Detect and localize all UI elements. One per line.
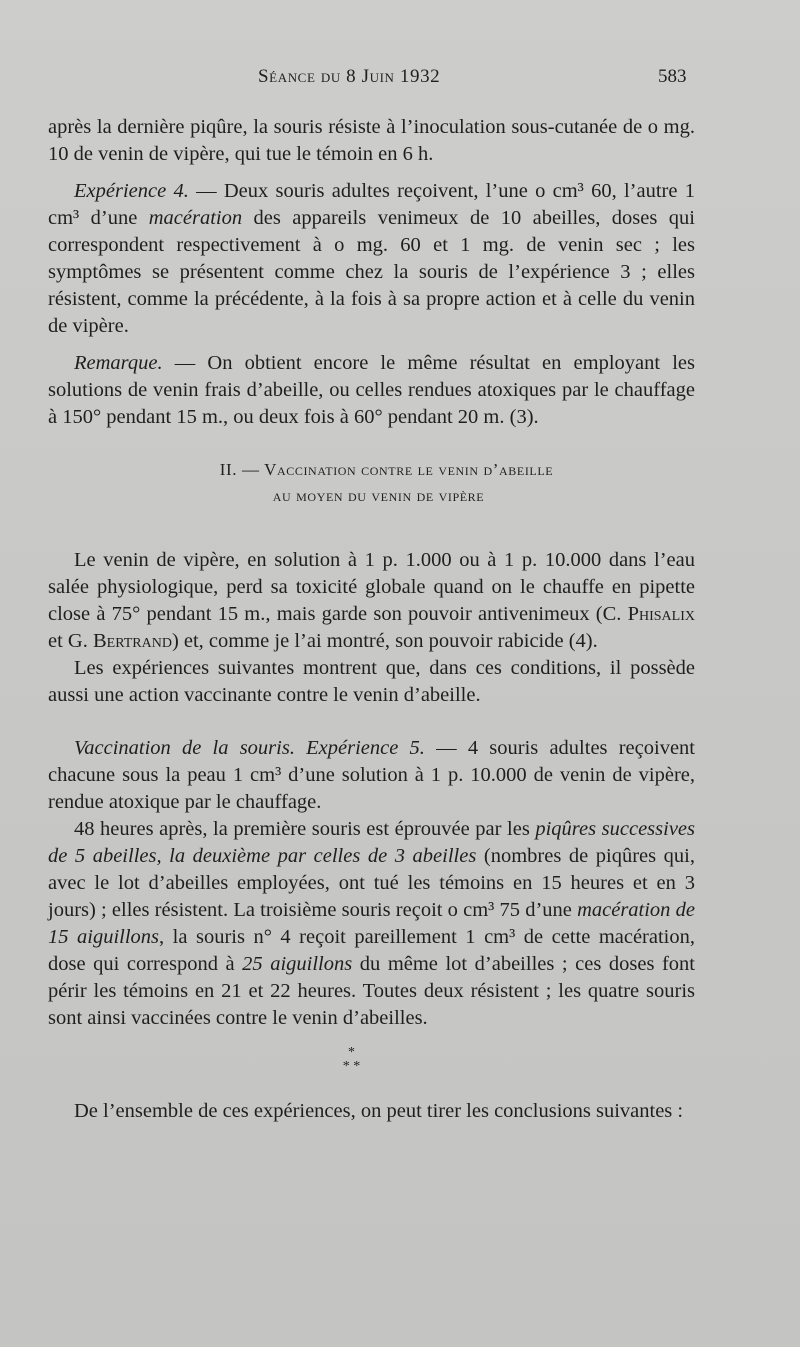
heures-italic-c: 25 aiguillons [242,953,353,975]
page-number: 583 [658,66,687,87]
paragraph-48-heures [48,816,695,1032]
section-separator-bottom: * * [342,1059,361,1074]
heures-text-d: du même lot d’abeilles ; ces doses font périr les témoins en 21 et 22 heures. Toutes deux résistent ; les quatre souris sont ainsi vaccinées contre le venin d’abeilles. [48,953,695,1029]
paragraph-conclusions [48,1098,695,1125]
author-name-phisalix: Phisalix [627,603,695,625]
section-heading [48,457,695,509]
experience-4-term: macération [148,207,243,229]
paragraph-text: Les expériences suivantes montrent que, dans ces conditions, il possède aussi une action vaccinante contre le venin d’abeille. [48,657,695,706]
remarque-label: Remarque. [74,352,163,374]
venin-text-c: ) et, comme je l’ai montré, son pouvoir rabicide (4). [171,630,598,652]
experience-4-text-b: des appareils venimeux de 10 abeilles, doses qui correspondent respectivement à o mg. 60 et 1 mg. de venin sec ; les symptômes se présentent comme chez la souris de l’expérience 3 ; elles résistent, comme la précédente, à la fois à sa propre action et à celle du venin de vipère. [48,207,695,337]
venin-text-a: Le venin de vipère, en solution à 1 p. 1.000 ou à 1 p. 10.000 dans l’eau salée physiologique, perd sa toxicité globale quand on le chauffe en pipette close à 75° pendant 15 m., mais garde son pouvoir antivenimeux (C. [48,549,695,625]
experience-4-text-a: — Deux souris adultes reçoivent, l’une o cm³ 60, l’autre 1 cm³ d’une [48,180,695,229]
heures-italic-a: piqûres successives de 5 abeilles, la deuxième par celles de 3 abeilles [48,818,696,867]
paragraph-continuation [48,114,695,168]
paragraph-remarque [48,350,695,431]
paragraph-experiences-suivantes [48,655,695,709]
heures-text-c: , la souris n° 4 reçoit pareillement 1 cm³ de cette macération, dose qui correspond à [48,926,696,975]
running-head [0,66,800,96]
remarque-text: — On obtient encore le même résultat en employant les solutions de venin frais d’abeille, ou celles rendues atoxiques par le chauffage à 150° pendant 15 m., ou deux fois à 60° pendant 20 m. (3). [48,352,695,428]
experience-5-label: Vaccination de la souris. Expérience 5. [74,737,425,759]
page-body [48,114,695,1125]
running-title: Séance du 8 Juin 1932 [258,66,441,87]
section-separator-top: * [348,1045,355,1060]
author-name-bertrand: Bertrand [92,630,172,652]
paragraph-venin-chauffe [48,547,695,655]
heures-text-a: 48 heures après, la première souris est éprouvée par les [74,818,536,840]
section-heading-line-2: au moyen du venin de vipère [272,486,485,505]
venin-text-b: et G. [48,630,93,652]
paragraph-experience-4 [48,178,695,340]
experience-5-text: — 4 souris adultes reçoivent chacune sous la peau 1 cm³ d’une solution à 1 p. 10.000 de venin de vipère, rendue atoxique par le chauffage. [48,737,695,813]
paragraph-text: après la dernière piqûre, la souris résiste à l’inoculation sous-cutanée de o mg. 10 de venin de vipère, qui tue le témoin en 6 h. [48,116,695,165]
paragraph-experience-5 [48,735,695,816]
heures-italic-b: macération de 15 aiguillons [48,899,695,948]
experience-4-label: Expérience 4. [74,180,189,202]
paragraph-text: De l’ensemble de ces expériences, on peut tirer les conclusions suivantes : [74,1100,684,1122]
heures-text-b: (nombres de piqûres qui, avec le lot d’abeilles employées, ont tué les témoins en 15 heures et en 3 jours) ; elles résistent. La troisième souris reçoit o cm³ 75 d’une [48,845,695,921]
section-heading-line-1: II. — Vaccination contre le venin d’abeille [219,460,554,479]
